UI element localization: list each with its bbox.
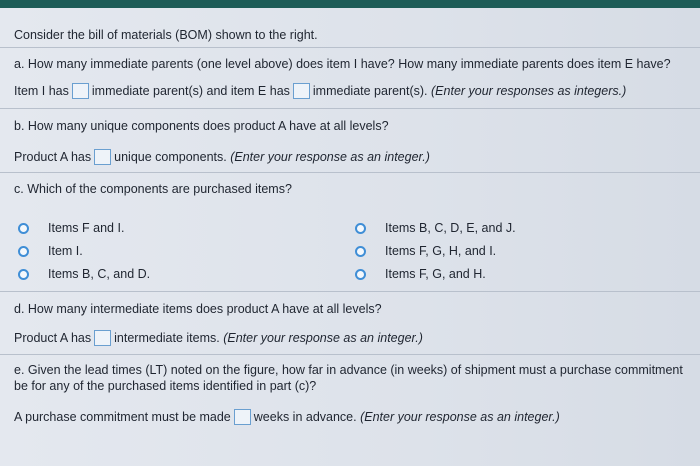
option-f-and-i[interactable] — [18, 221, 124, 235]
answer-d-row — [14, 330, 423, 346]
question-d: d. How many intermediate items does product A have at all levels? — [14, 302, 382, 316]
answer-e-row — [14, 409, 560, 425]
option-f-g-h[interactable] — [355, 267, 486, 281]
item-e-parents-input[interactable] — [293, 83, 310, 99]
answer-d-text-2: intermediate items. — [114, 331, 220, 345]
radio-icon[interactable] — [355, 223, 366, 234]
answer-a-hint: (Enter your responses as integers.) — [431, 84, 627, 98]
item-i-parents-input[interactable] — [72, 83, 89, 99]
divider — [0, 47, 700, 48]
radio-icon[interactable] — [18, 269, 29, 280]
radio-icon[interactable] — [18, 223, 29, 234]
top-bar — [0, 0, 700, 8]
question-c: c. Which of the components are purchased items? — [14, 182, 292, 196]
answer-b-text-1: Product A has — [14, 150, 92, 164]
intermediate-items-input[interactable] — [94, 330, 111, 346]
radio-icon[interactable] — [355, 269, 366, 280]
answer-a-text-1: Item I has — [14, 84, 69, 98]
divider — [0, 354, 700, 355]
answer-e-hint: (Enter your response as an integer.) — [360, 410, 560, 424]
answer-a-row — [14, 83, 626, 99]
question-b: b. How many unique components does product A have at all levels? — [14, 119, 389, 133]
divider — [0, 172, 700, 173]
weeks-in-advance-input[interactable] — [234, 409, 251, 425]
answer-e-text-2: weeks in advance. — [253, 410, 357, 424]
question-e: e. Given the lead times (LT) noted on the figure, how far in advance (in weeks) of shipment must a purchase commitment be for any of the purchased items identified in part (c)? — [14, 363, 683, 393]
option-label: Items F and I. — [48, 221, 125, 235]
option-label: Item I. — [48, 244, 83, 258]
unique-components-input[interactable] — [94, 149, 111, 165]
option-label: Items F, G, H, and I. — [385, 244, 497, 258]
answer-d-text-1: Product A has — [14, 331, 92, 345]
option-label: Items B, C, and D. — [48, 267, 151, 281]
answer-e-text-1: A purchase commitment must be made — [14, 410, 231, 424]
option-f-g-h-i[interactable] — [355, 244, 496, 258]
answer-b-row — [14, 149, 430, 165]
option-b-c-d[interactable] — [18, 267, 150, 281]
question-panel — [0, 8, 700, 466]
answer-b-hint: (Enter your response as an integer.) — [230, 150, 430, 164]
option-label: Items F, G, and H. — [385, 267, 486, 281]
option-label: Items B, C, D, E, and J. — [385, 221, 516, 235]
answer-b-text-2: unique components. — [114, 150, 227, 164]
intro-text: Consider the bill of materials (BOM) shown to the right. — [14, 28, 318, 42]
divider — [0, 108, 700, 109]
radio-icon[interactable] — [355, 246, 366, 257]
answer-a-text-3: immediate parent(s). — [312, 84, 428, 98]
divider — [0, 291, 700, 292]
radio-icon[interactable] — [18, 246, 29, 257]
answer-a-text-2: immediate parent(s) and item E has — [91, 84, 290, 98]
option-i[interactable] — [18, 244, 83, 258]
option-b-c-d-e-j[interactable] — [355, 221, 516, 235]
question-a: a. How many immediate parents (one level above) does item I have? How many immediate parents does item E have? — [14, 57, 671, 71]
answer-d-hint: (Enter your response as an integer.) — [223, 331, 423, 345]
